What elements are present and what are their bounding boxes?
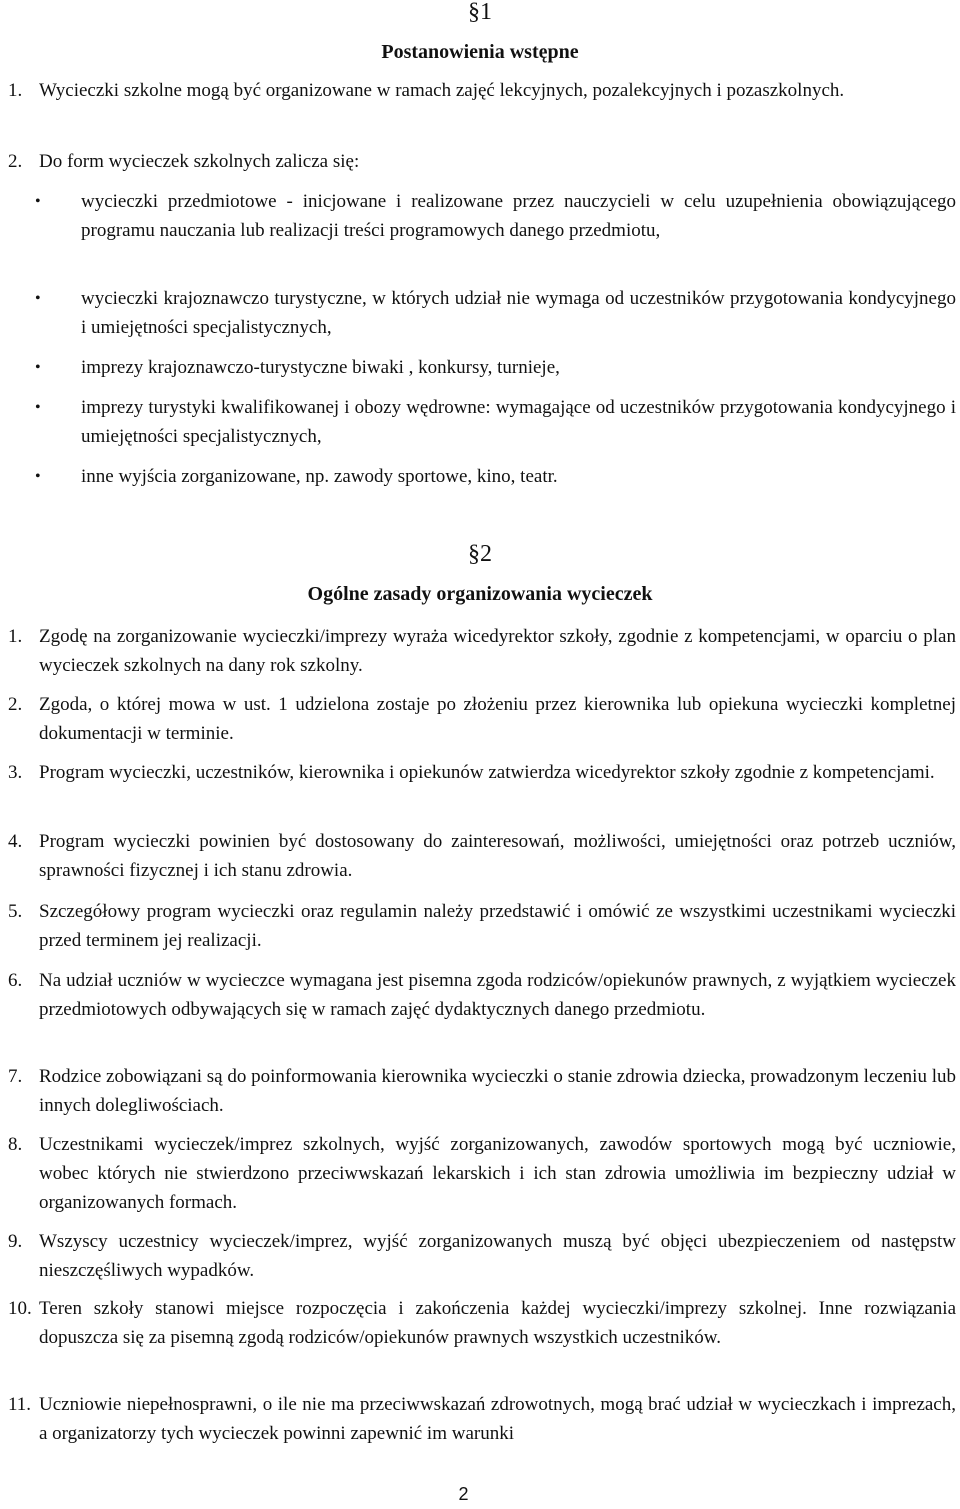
bullet-dot: • (35, 468, 41, 485)
item-number: 4. (8, 831, 23, 852)
item-number: 8. (8, 1134, 23, 1155)
list-item (8, 1062, 956, 1120)
item-text: Program wycieczki powinien być dostosowany do zainteresowań, możliwości, umiejętności oraz potrzeb uczniów, sprawności fizycznej i ich stanu zdrowia. (39, 831, 956, 881)
item-text: Do form wycieczek szkolnych zalicza się: (39, 151, 360, 172)
bullet-item (35, 284, 956, 342)
list-item (8, 1294, 956, 1352)
item-number: 2. (8, 694, 23, 715)
item-text: Zgoda, o której mowa w ust. 1 udzielona zostaje po złożeniu przez kierownika lub opiekuna wycieczki kompletnej dokumentacji w terminie. (39, 694, 956, 744)
list-item (8, 147, 956, 176)
item-number: 3. (8, 762, 23, 783)
item-number: 11. (8, 1394, 32, 1415)
bullet-text: imprezy krajoznawczo-turystyczne biwaki , konkursy, turnieje, (81, 357, 560, 378)
bullet-item (35, 462, 956, 491)
bullet-dot: • (35, 359, 41, 376)
item-text: Zgodę na zorganizowanie wycieczki/imprezy wyraża wicedyrektor szkoły, zgodnie z kompetencjami, w oparciu o plan wycieczek szkolnych na dany rok szkolny. (39, 626, 956, 676)
bullet-text: inne wyjścia zorganizowane, np. zawody sportowe, kino, teatr. (81, 466, 558, 487)
item-number: 1. (8, 626, 23, 647)
bullet-item (35, 393, 956, 451)
bullet-dot: • (35, 399, 41, 416)
item-number: 1. (8, 80, 23, 101)
item-text: Szczegółowy program wycieczki oraz regulamin należy przedstawić i omówić ze wszystkimi uczestnikami wycieczki przed terminem jej realizacji. (39, 901, 956, 951)
list-item (8, 1227, 956, 1285)
section-1-mark: §1 (468, 0, 492, 25)
list-item (8, 690, 956, 748)
list-item (8, 1390, 956, 1448)
item-text: Program wycieczki, uczestników, kierownika i opiekunów zatwierdza wicedyrektor szkoły zgodnie z kompetencjami. (39, 762, 935, 783)
bullet-dot: • (35, 290, 41, 307)
item-number: 9. (8, 1231, 23, 1252)
list-item (8, 76, 956, 105)
list-item (8, 827, 956, 885)
item-number: 10. (8, 1298, 32, 1319)
section-1-title: Postanowienia wstępne (381, 41, 579, 63)
item-text: Uczniowie niepełnosprawni, o ile nie ma przeciwwskazań zdrowotnych, mogą brać udział w wycieczkach i imprezach, a organizatorzy tych wycieczek powinni zapewnić im warunki (39, 1394, 956, 1444)
item-text: Teren szkoły stanowi miejsce rozpoczęcia i zakończenia każdej wycieczki/imprezy szkolnej. Inne rozwiązania dopuszcza się za pisemną zgodą rodziców/opiekunów prawnych wszystkich uczestników. (39, 1298, 956, 1348)
bullet-dot: • (35, 193, 41, 210)
item-text: Wszyscy uczestnicy wycieczek/imprez, wyjść zorganizowanych muszą być objęci ubezpieczeniem od następstw nieszczęśliwych wypadków. (39, 1231, 956, 1281)
item-text: Na udział uczniów w wycieczce wymagana jest pisemna zgoda rodziców/opiekunów prawnych, z wyjątkiem wycieczek przedmiotowych odbywających się w ramach zajęć dydaktycznych danego przedmiotu. (39, 970, 956, 1020)
item-number: 7. (8, 1066, 23, 1087)
item-number: 6. (8, 970, 23, 991)
item-number: 5. (8, 901, 23, 922)
list-item (8, 622, 956, 680)
item-text: Wycieczki szkolne mogą być organizowane w ramach zajęć lekcyjnych, pozalekcyjnych i pozaszkolnych. (39, 80, 845, 101)
list-item (8, 897, 956, 955)
bullet-text: wycieczki krajoznawczo turystyczne, w których udział nie wymaga od uczestników przygotowania kondycyjnego i umiejętności specjalistycznych, (81, 288, 956, 338)
bullet-item (35, 353, 956, 382)
bullet-item (35, 187, 956, 245)
bullet-text: wycieczki przedmiotowe - inicjowane i realizowane przez nauczycieli w celu uzupełnienia obowiązującego programu nauczania lub realizacji treści programowych danego przedmiotu, (81, 191, 956, 241)
list-item (8, 758, 956, 787)
list-item (8, 1130, 956, 1217)
list-item (8, 966, 956, 1024)
page-number: 2 (458, 1484, 469, 1504)
section-2-mark: §2 (468, 541, 492, 567)
bullet-text: imprezy turystyki kwalifikowanej i obozy wędrowne: wymagające od uczestników przygotowania kondycyjnego i umiejętności specjalistycznych, (81, 397, 956, 447)
item-number: 2. (8, 151, 23, 172)
item-text: Uczestnikami wycieczek/imprez szkolnych, wyjść zorganizowanych, zawodów sportowych mogą być uczniowie, wobec których nie stwierdzono przeciwwskazań lekarskich i ich stan zdrowia umożliwia im bezpieczny udział w organizowanych formach. (39, 1134, 956, 1213)
section-2-title: Ogólne zasady organizowania wycieczek (307, 583, 653, 605)
item-text: Rodzice zobowiązani są do poinformowania kierownika wycieczki o stanie zdrowia dziecka, prowadzonym leczeniu lub innych dolegliwościach. (39, 1066, 956, 1116)
